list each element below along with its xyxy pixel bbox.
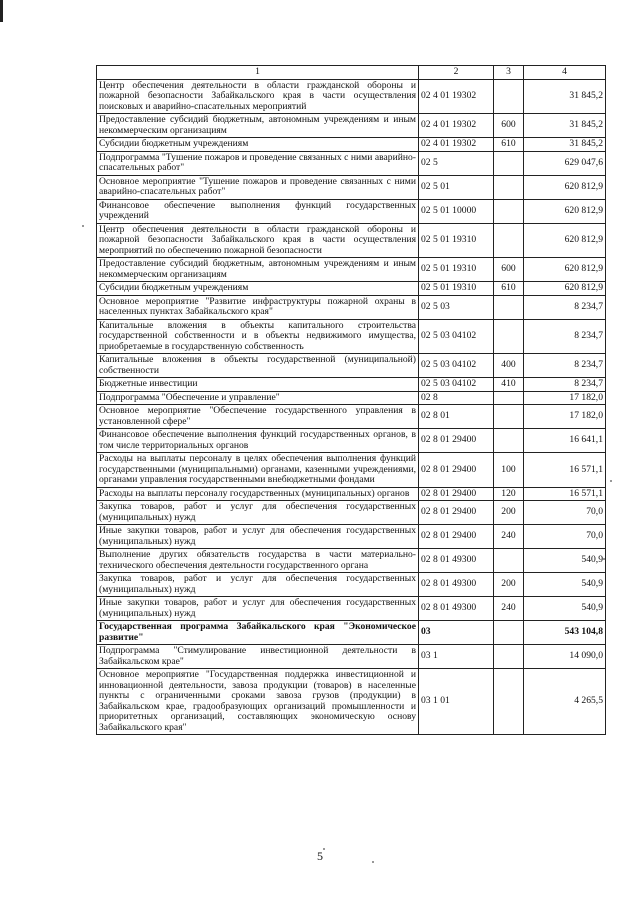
row-code-cell: 03 1 [419,645,494,669]
row-code-cell: 02 8 01 49300 [419,549,494,573]
scan-speck [323,848,325,850]
table-row [97,223,606,258]
table-row [97,453,606,488]
row-sum-cell: 620 812,9 [524,258,606,282]
row-name-cell: Субсидии бюджетным учреждениям [97,282,419,296]
row-name-cell: Субсидии бюджетным учреждениям [97,138,419,152]
row-sum-cell: 620 812,9 [524,175,606,199]
row-sum-cell: 16 571,1 [524,453,606,488]
row-vr-cell [494,391,524,405]
row-vr-cell [494,151,524,175]
table-row [97,429,606,453]
row-name-cell: Финансовое обеспечение выполнения функций государственных учреждений [97,199,419,223]
row-name-cell: Государственная программа Забайкальского края "Экономическое развитие" [97,621,419,645]
row-vr-cell: 410 [494,378,524,392]
row-vr-cell [494,295,524,319]
table-body [97,79,606,735]
table-row [97,138,606,152]
row-name-cell: Предоставление субсидий бюджетным, автономным учреждениям и иным некоммерческим организациям [97,114,419,138]
row-vr-cell: 200 [494,573,524,597]
row-code-cell: 02 5 03 04102 [419,378,494,392]
table-row [97,175,606,199]
scan-speck [603,558,605,560]
row-name-cell: Бюджетные инвестиции [97,378,419,392]
row-code-cell: 02 5 01 10000 [419,199,494,223]
row-vr-cell: 100 [494,453,524,488]
row-name-cell: Иные закупки товаров, работ и услуг для обеспечения государственных (муниципальных) нужд [97,525,419,549]
row-vr-cell: 610 [494,138,524,152]
row-sum-cell: 31 845,2 [524,138,606,152]
table-row [97,114,606,138]
row-code-cell: 02 4 01 19302 [419,79,494,114]
row-code-cell: 02 5 01 19310 [419,258,494,282]
row-name-cell: Подпрограмма "Тушение пожаров и проведение связанных с ними аварийно-спасательных работ" [97,151,419,175]
row-name-cell: Центр обеспечения деятельности в области гражданской обороны и пожарной безопасности Забайкальского края в части осуществления мероприятий по обеспечению пожарной безопасности [97,223,419,258]
table-row [97,669,606,735]
row-code-cell: 02 8 01 29400 [419,501,494,525]
row-name-cell: Капитальные вложения в объекты капитального строительства государственной собственности и в объекты недвижимого имущества, приобретаемые в государственную собственность [97,319,419,354]
row-code-cell: 02 8 01 29400 [419,525,494,549]
row-sum-cell: 16 571,1 [524,487,606,501]
page-number: 5 [317,849,323,863]
row-name-cell: Расходы на выплаты персоналу государственных (муниципальных) органов [97,487,419,501]
row-name-cell: Финансовое обеспечение выполнения функций государственных органов, в том числе территориальных органов [97,429,419,453]
table-row [97,549,606,573]
table-row [97,597,606,621]
row-code-cell: 03 1 01 [419,669,494,735]
row-name-cell: Основное мероприятие "Государственная поддержка инвестиционной и инновационной деятельности, завоза продукции (товаров) в населенные пункты с ограниченными сроками завоза грузов (продукции) в Забайкальском крае, градообразующих организаций промышленности и приоритетных организаций, составляющих экономическую основу Забайкальского края" [97,669,419,735]
header-col-3: 3 [494,66,524,80]
row-sum-cell: 4 265,5 [524,669,606,735]
table-row [97,487,606,501]
row-name-cell: Подпрограмма "Обеспечение и управление" [97,391,419,405]
row-vr-cell [494,199,524,223]
table-row [97,295,606,319]
row-vr-cell: 240 [494,597,524,621]
row-name-cell: Выполнение других обязательств государства в части материально-технического обеспечения деятельности государственного органа [97,549,419,573]
table-row [97,525,606,549]
row-code-cell: 02 8 01 49300 [419,597,494,621]
row-code-cell: 02 8 01 29400 [419,487,494,501]
row-vr-cell [494,79,524,114]
row-vr-cell: 240 [494,525,524,549]
row-sum-cell: 8 234,7 [524,295,606,319]
row-code-cell: 02 8 01 49300 [419,573,494,597]
row-name-cell: Предоставление субсидий бюджетным, автономным учреждениям и иным некоммерческим организациям [97,258,419,282]
row-sum-cell: 70,0 [524,525,606,549]
row-vr-cell: 610 [494,282,524,296]
row-code-cell: 02 5 03 04102 [419,319,494,354]
scan-speck [82,225,84,227]
row-code-cell: 02 8 01 29400 [419,453,494,488]
row-sum-cell: 629 047,6 [524,151,606,175]
row-sum-cell: 31 845,2 [524,79,606,114]
row-sum-cell: 17 182,0 [524,405,606,429]
row-vr-cell: 600 [494,258,524,282]
row-vr-cell [494,549,524,573]
scan-edge-mark [0,0,3,22]
row-sum-cell: 16 641,1 [524,429,606,453]
row-vr-cell [494,669,524,735]
row-sum-cell: 540,9 [524,573,606,597]
row-name-cell: Закупка товаров, работ и услуг для обеспечения государственных (муниципальных) нужд [97,501,419,525]
table-row [97,573,606,597]
budget-table [96,65,606,735]
row-sum-cell: 543 104,8 [524,621,606,645]
row-code-cell: 02 5 03 04102 [419,354,494,378]
row-code-cell: 02 4 01 19302 [419,138,494,152]
row-code-cell: 02 5 01 19310 [419,282,494,296]
header-col-2: 2 [419,66,494,80]
row-sum-cell: 14 090,0 [524,645,606,669]
row-vr-cell [494,319,524,354]
row-name-cell: Закупка товаров, работ и услуг для обеспечения государственных (муниципальных) нужд [97,573,419,597]
row-sum-cell: 8 234,7 [524,354,606,378]
table-row [97,79,606,114]
row-name-cell: Капитальные вложения в объекты государственной (муниципальной) собственности [97,354,419,378]
header-col-4: 4 [524,66,606,80]
row-sum-cell: 540,9 [524,597,606,621]
row-vr-cell [494,621,524,645]
row-name-cell: Основное мероприятие "Тушение пожаров и проведение связанных с ними аварийно-спасательных работ" [97,175,419,199]
table-header-row [97,66,606,80]
row-sum-cell: 17 182,0 [524,391,606,405]
table-row [97,258,606,282]
row-code-cell: 02 5 [419,151,494,175]
row-code-cell: 02 8 01 29400 [419,429,494,453]
scan-speck [372,861,374,863]
table-row [97,282,606,296]
table-row [97,378,606,392]
row-name-cell: Подпрограмма "Стимулирование инвестиционной деятельности в Забайкальском крае" [97,645,419,669]
row-vr-cell: 600 [494,114,524,138]
table-row [97,391,606,405]
row-vr-cell: 120 [494,487,524,501]
row-code-cell: 02 5 01 [419,175,494,199]
row-sum-cell: 8 234,7 [524,319,606,354]
table-row [97,405,606,429]
row-name-cell: Основное мероприятие "Развитие инфраструктуры пожарной охраны в населенных пунктах Забайкальского края" [97,295,419,319]
row-name-cell: Основное мероприятие "Обеспечение государственного управления в установленной сфере" [97,405,419,429]
table-row [97,354,606,378]
row-name-cell: Иные закупки товаров, работ и услуг для обеспечения государственных (муниципальных) нужд [97,597,419,621]
table-row [97,645,606,669]
row-code-cell: 02 8 [419,391,494,405]
row-code-cell: 02 8 01 [419,405,494,429]
table-row [97,319,606,354]
row-sum-cell: 620 812,9 [524,282,606,296]
row-vr-cell [494,429,524,453]
table-row [97,621,606,645]
header-col-1: 1 [97,66,419,80]
row-code-cell: 02 5 03 [419,295,494,319]
table-row [97,151,606,175]
row-vr-cell: 200 [494,501,524,525]
row-sum-cell: 70,0 [524,501,606,525]
row-vr-cell: 400 [494,354,524,378]
row-vr-cell [494,223,524,258]
row-code-cell: 02 5 01 19310 [419,223,494,258]
row-sum-cell: 620 812,9 [524,199,606,223]
row-code-cell: 02 4 01 19302 [419,114,494,138]
row-sum-cell: 8 234,7 [524,378,606,392]
row-code-cell: 03 [419,621,494,645]
table-row [97,501,606,525]
row-name-cell: Центр обеспечения деятельности в области гражданской обороны и пожарной безопасности Забайкальского края в части осуществления поисковых и аварийно-спасательных мероприятий [97,79,419,114]
row-vr-cell [494,645,524,669]
row-vr-cell [494,175,524,199]
row-vr-cell [494,405,524,429]
scan-speck [610,480,612,482]
row-sum-cell: 540,9 [524,549,606,573]
row-sum-cell: 31 845,2 [524,114,606,138]
row-name-cell: Расходы на выплаты персоналу в целях обеспечения выполнения функций государственными (муниципальными) органами, казенными учреждениями, органами управления государственными внебюджетными фондами [97,453,419,488]
row-sum-cell: 620 812,9 [524,223,606,258]
table-row [97,199,606,223]
